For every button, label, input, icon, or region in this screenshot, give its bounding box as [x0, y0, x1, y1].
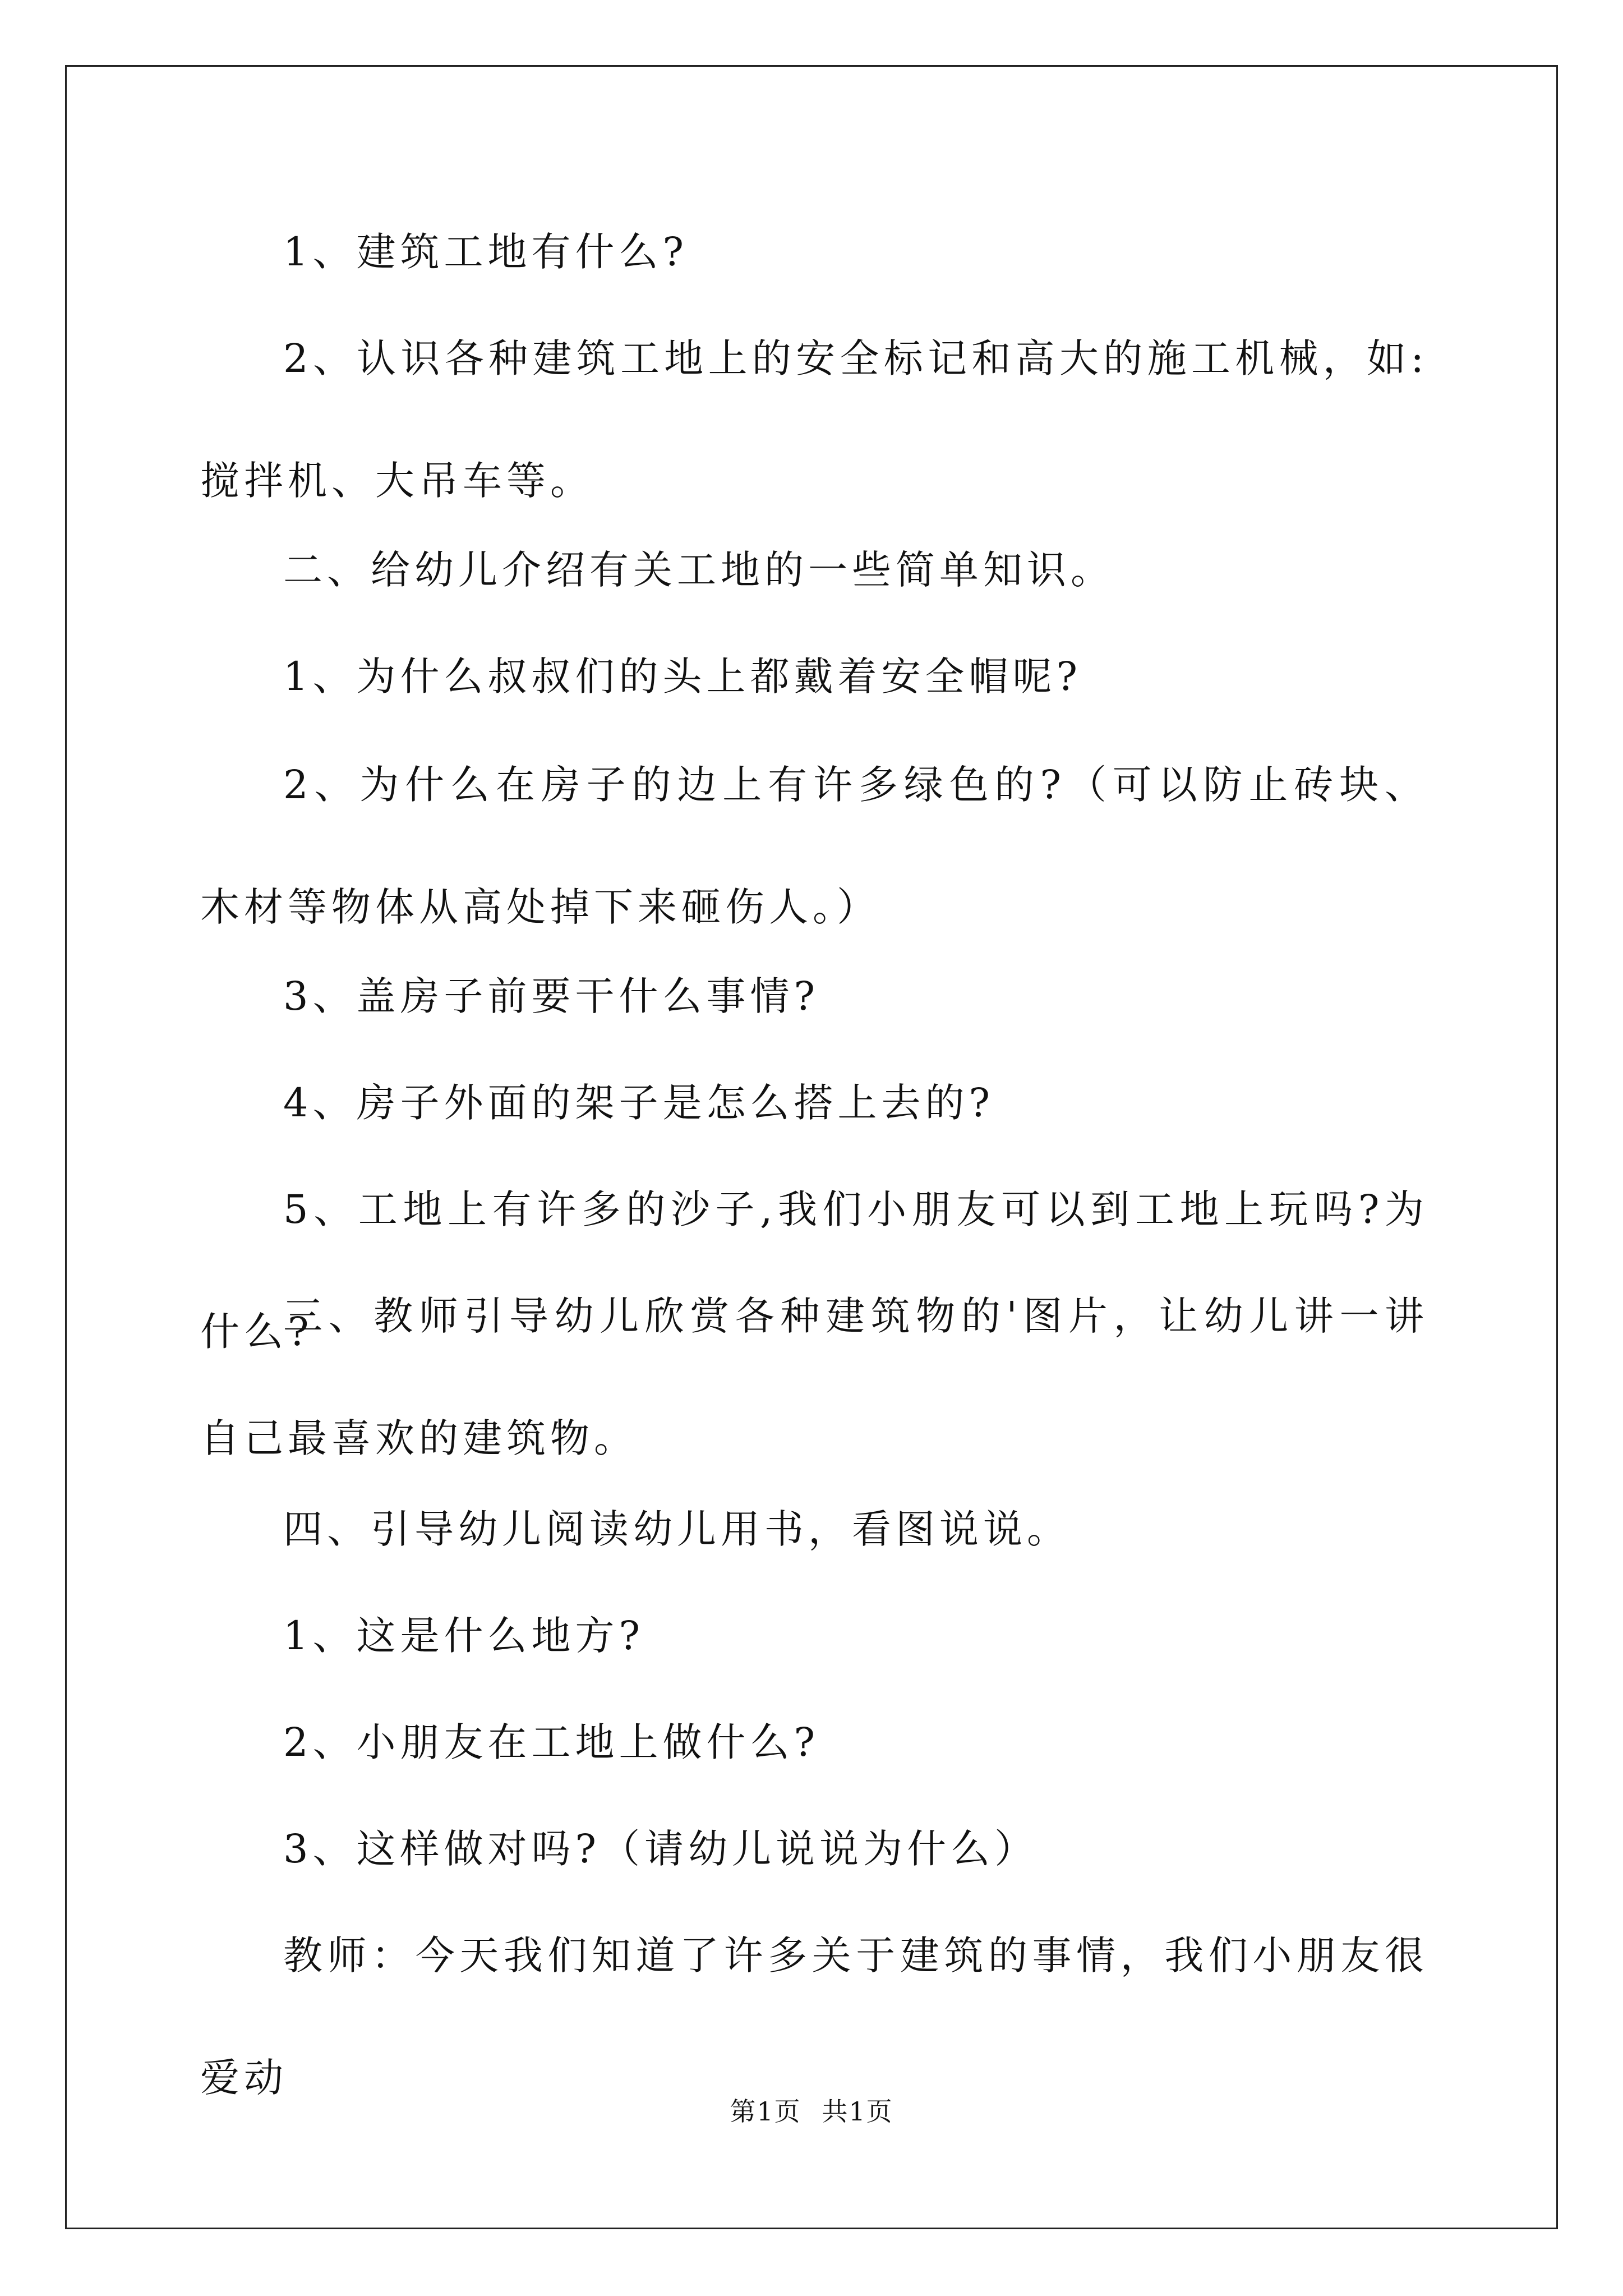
paragraph-8: 5、工地上有许多的沙子,我们小朋友可以到工地上玩吗?为什么? [200, 1186, 1428, 1355]
paragraph-7: 4、房子外面的架子是怎么搭上去的? [283, 1080, 995, 1126]
paragraph-6: 3、盖房子前要干什么事情? [283, 973, 820, 1019]
paragraph-3: 二、给幼儿介绍有关工地的一些简单知识。 [283, 547, 1114, 593]
paragraph-14: 教师：今天我们知道了许多关于建筑的事情，我们小朋友很爱动 [200, 1932, 1428, 2101]
paragraph-2: 2、认识各种建筑工地上的安全标记和高大的施工机械，如:搅拌机、大吊车等。 [200, 335, 1428, 504]
paragraph-11: 1、这是什么地方? [283, 1613, 645, 1659]
paragraph-10: 四、引导幼儿阅读幼儿用书，看图说说。 [283, 1506, 1071, 1552]
page-count: 共1页 [822, 2096, 893, 2127]
paragraph-9: 三、教师引导幼儿欣赏各种建筑物的'图片，让幼儿讲一讲自己最喜欢的建筑物。 [200, 1293, 1428, 1461]
page-number: 第1页 [730, 2096, 801, 2127]
paragraph-4: 1、为什么叔叔们的头上都戴着安全帽呢? [283, 654, 1082, 700]
paragraph-12: 2、小朋友在工地上做什么? [283, 1719, 820, 1765]
paragraph-13: 3、这样做对吗?（请幼儿说说为什么） [283, 1826, 1039, 1872]
page-footer [0, 2091, 1623, 2128]
paragraph-1: 1、建筑工地有什么? [283, 229, 689, 275]
paragraph-5: 2、为什么在房子的边上有许多绿色的?（可以防止砖块、木材等物体从高处掉下来砸伤人。） [200, 762, 1428, 930]
